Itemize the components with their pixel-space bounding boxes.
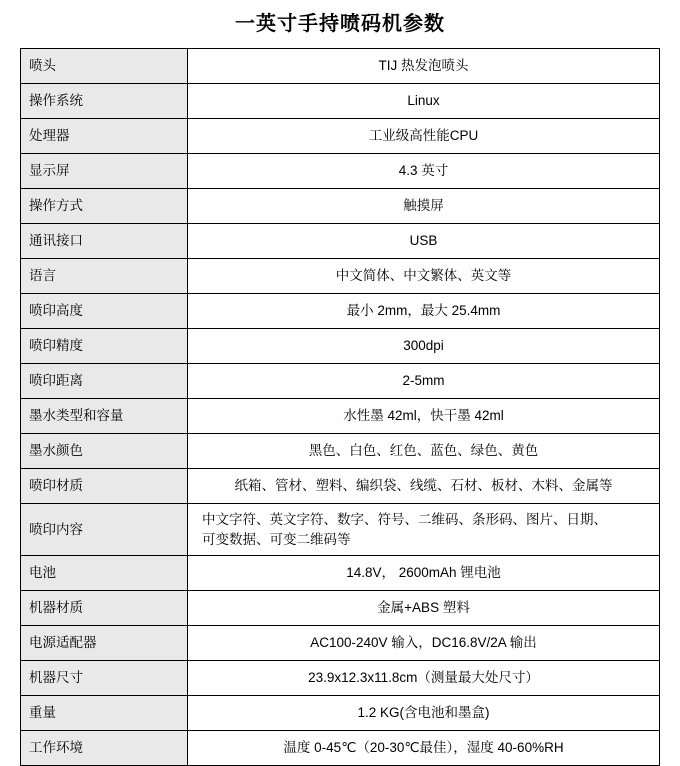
spec-label: 语言 <box>21 259 188 294</box>
spec-value: 300dpi <box>188 329 660 364</box>
spec-label: 喷印内容 <box>21 504 188 556</box>
spec-value: 2-5mm <box>188 364 660 399</box>
spec-label: 处理器 <box>21 119 188 154</box>
table-row <box>21 626 660 661</box>
table-row <box>21 399 660 434</box>
table-row <box>21 84 660 119</box>
spec-value: 触摸屏 <box>188 189 660 224</box>
spec-value: 23.9x12.3x11.8cm（测量最大处尺寸） <box>188 661 660 696</box>
spec-label: 喷头 <box>21 49 188 84</box>
spec-value: 纸箱、管材、塑料、编织袋、线缆、石材、板材、木料、金属等 <box>188 469 660 504</box>
spec-label: 喷印精度 <box>21 329 188 364</box>
spec-label: 工作环境 <box>21 731 188 766</box>
spec-value: 中文简体、中文繁体、英文等 <box>188 259 660 294</box>
specification-table <box>20 48 660 766</box>
spec-value: 温度 0-45℃（20-30℃最佳），湿度 40-60%RH <box>188 731 660 766</box>
table-body <box>21 49 660 766</box>
spec-label: 重量 <box>21 696 188 731</box>
table-row <box>21 329 660 364</box>
spec-label: 机器材质 <box>21 591 188 626</box>
page-title: 一英寸手持喷码机参数 <box>235 13 445 35</box>
spec-value: 1.2 KG(含电池和墨盒) <box>188 696 660 731</box>
table-row <box>21 661 660 696</box>
table-row <box>21 591 660 626</box>
table-row <box>21 731 660 766</box>
spec-label: 喷印距离 <box>21 364 188 399</box>
spec-label: 喷印材质 <box>21 469 188 504</box>
spec-value: TIJ 热发泡喷头 <box>188 49 660 84</box>
table-row <box>21 119 660 154</box>
spec-label: 通讯接口 <box>21 224 188 259</box>
spec-label: 电源适配器 <box>21 626 188 661</box>
table-row <box>21 696 660 731</box>
spec-value: 4.3 英寸 <box>188 154 660 189</box>
table-row <box>21 434 660 469</box>
spec-value: 14.8V， 2600mAh 锂电池 <box>188 556 660 591</box>
table-row <box>21 294 660 329</box>
spec-value: USB <box>188 224 660 259</box>
spec-value: 水性墨 42ml，快干墨 42ml <box>188 399 660 434</box>
spec-value-line-2: 可变数据、可变二维码等 <box>202 531 351 547</box>
table-row <box>21 556 660 591</box>
table-row <box>21 259 660 294</box>
spec-value-line-1: 中文字符、英文字符、数字、符号、二维码、条形码、图片、日期、 <box>202 512 607 527</box>
spec-value: Linux <box>188 84 660 119</box>
table-row <box>21 504 660 556</box>
table-row <box>21 154 660 189</box>
spec-label: 操作系统 <box>21 84 188 119</box>
table-row <box>21 469 660 504</box>
spec-label: 电池 <box>21 556 188 591</box>
spec-value <box>188 504 660 556</box>
spec-label: 墨水颜色 <box>21 434 188 469</box>
spec-label: 喷印高度 <box>21 294 188 329</box>
spec-label: 墨水类型和容量 <box>21 399 188 434</box>
spec-value: 最小 2mm，最大 25.4mm <box>188 294 660 329</box>
table-row <box>21 364 660 399</box>
spec-label: 操作方式 <box>21 189 188 224</box>
table-row <box>21 224 660 259</box>
spec-value: 黑色、白色、红色、蓝色、绿色、黄色 <box>188 434 660 469</box>
table-row <box>21 189 660 224</box>
spec-value: 金属+ABS 塑料 <box>188 591 660 626</box>
table-row <box>21 49 660 84</box>
spec-label: 机器尺寸 <box>21 661 188 696</box>
spec-value: AC100-240V 输入，DC16.8V/2A 输出 <box>188 626 660 661</box>
spec-value: 工业级高性能CPU <box>188 119 660 154</box>
spec-label: 显示屏 <box>21 154 188 189</box>
